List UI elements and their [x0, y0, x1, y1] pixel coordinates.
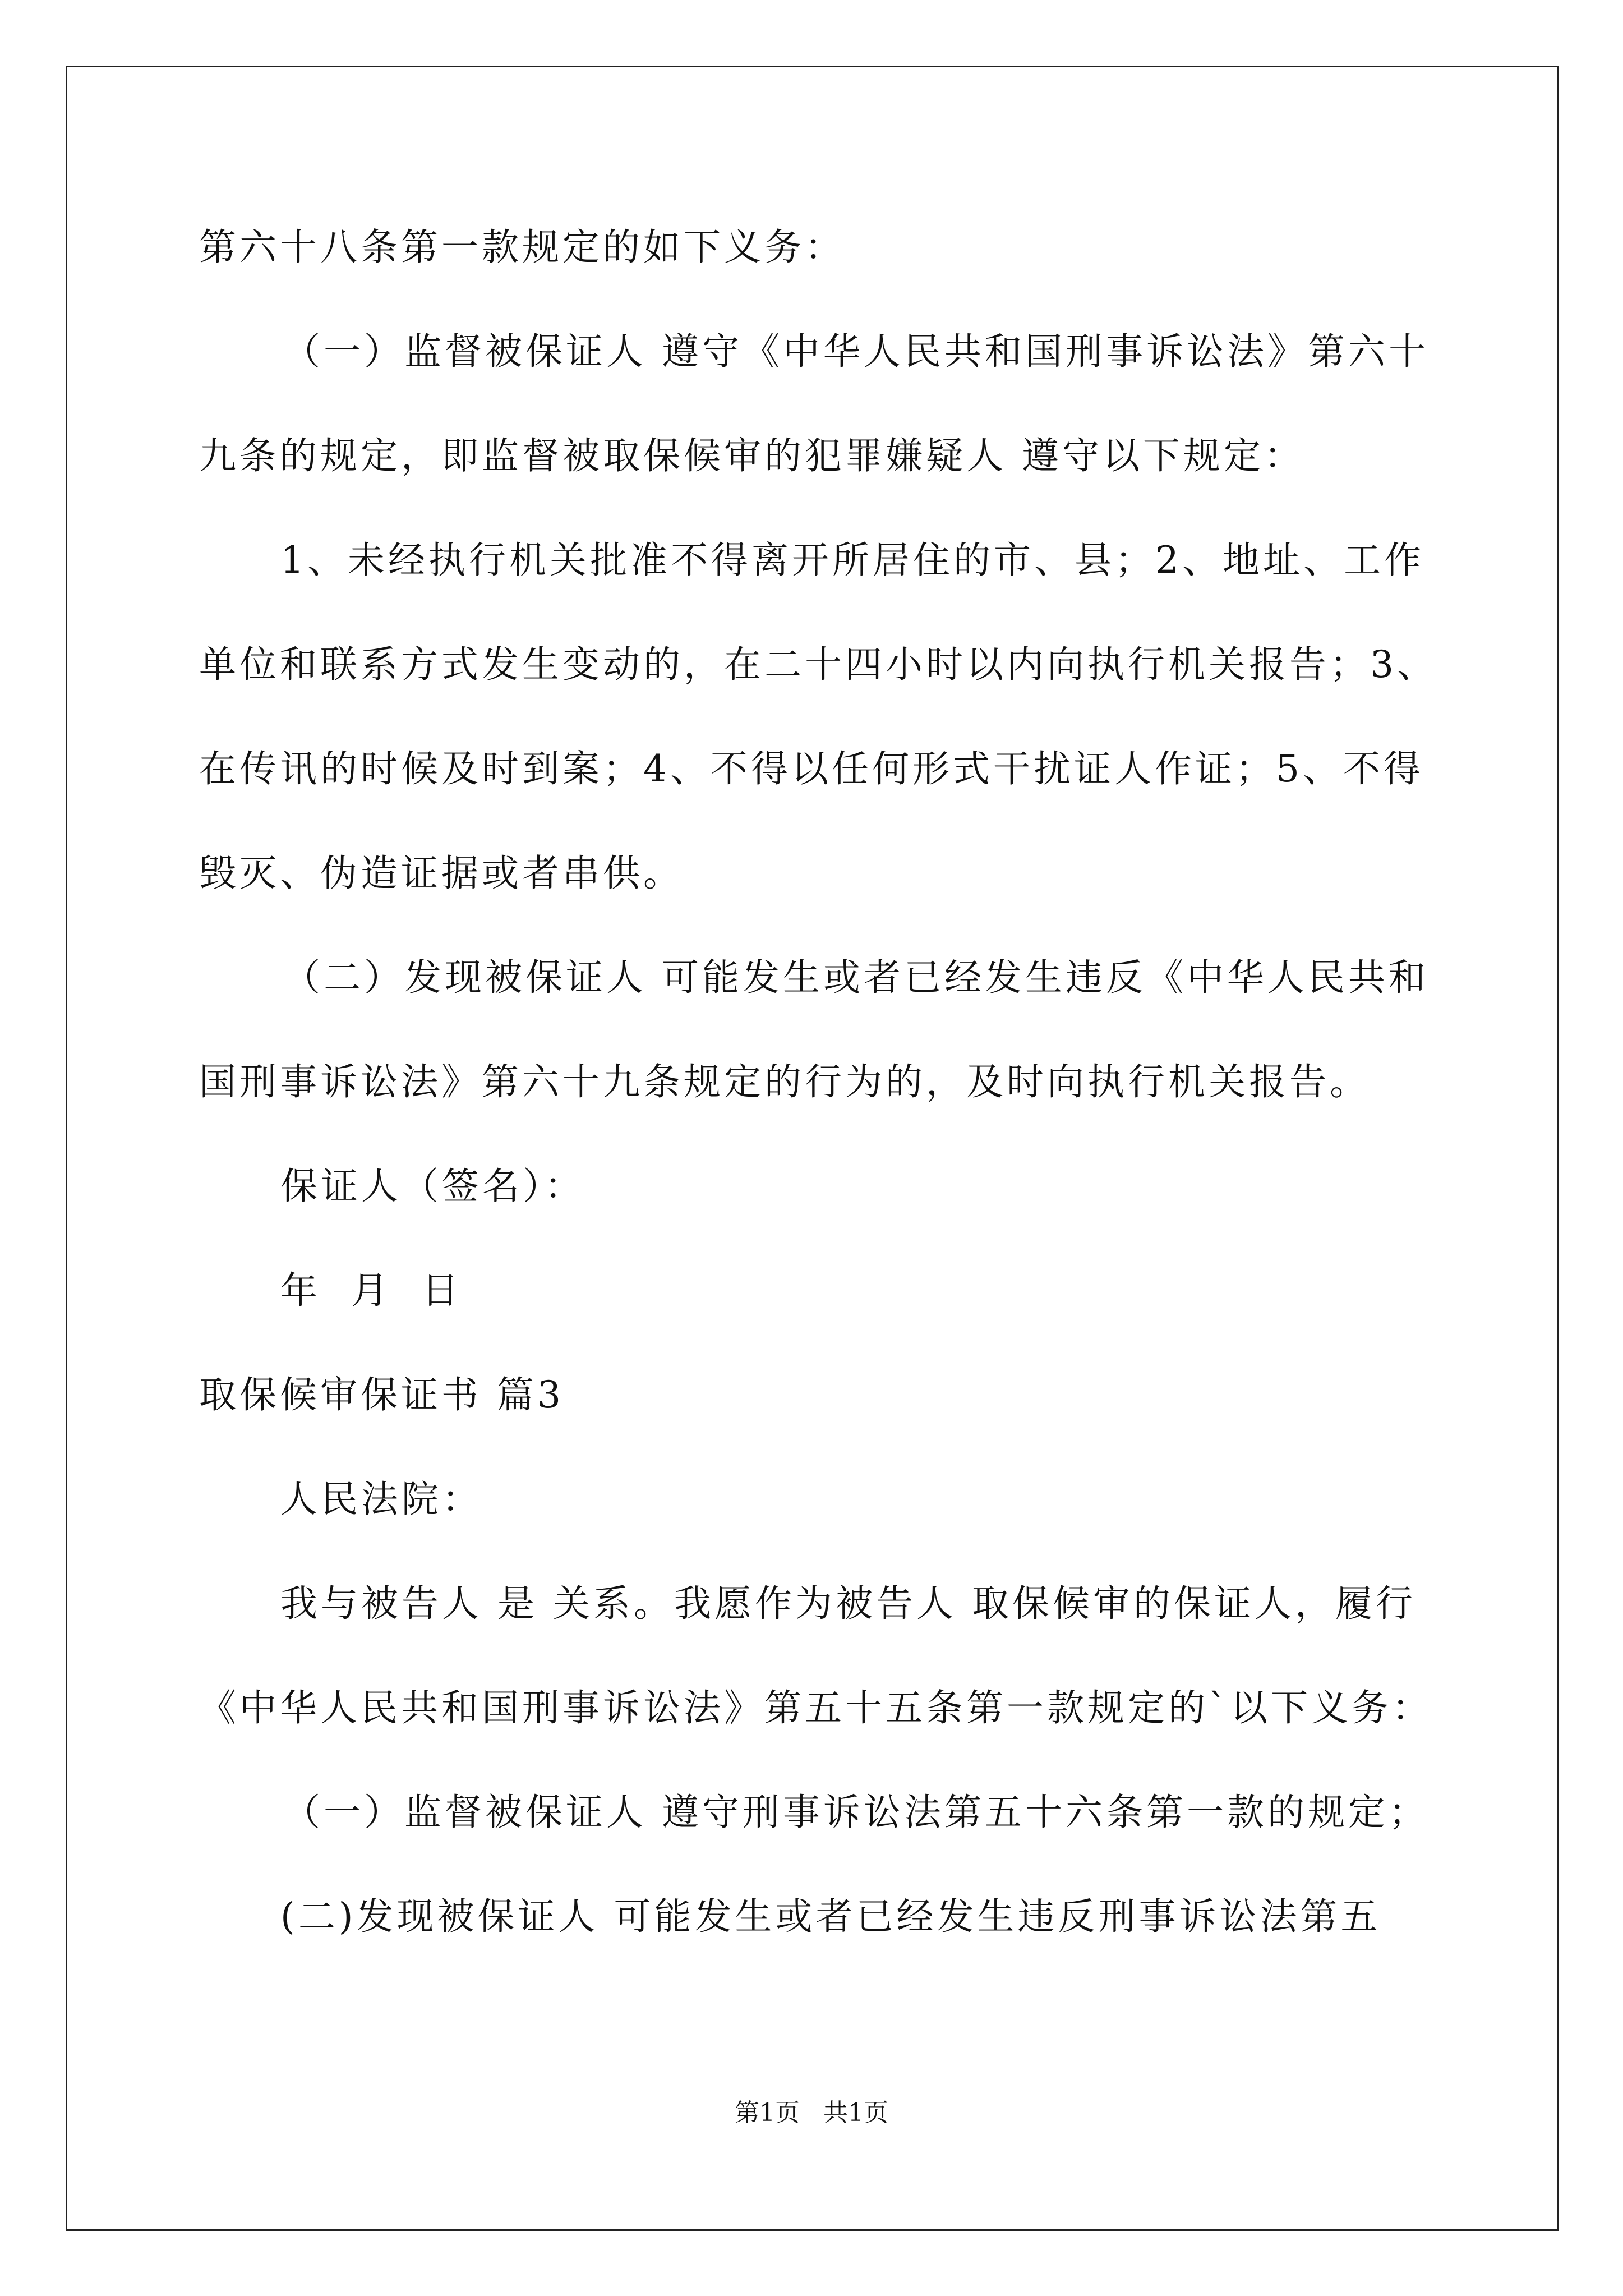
text-line-5: 单位和联系方式发生变动的，在二十四小时以内向执行机关报告；3、 — [199, 643, 1437, 686]
signature-line: 保证人（签名）： — [280, 1165, 585, 1208]
addressee-line: 人民法院： — [280, 1478, 482, 1521]
text-line-1: 第六十八条第一款规定的如下义务： — [199, 226, 845, 269]
text-line-9: 国刑事诉讼法》第六十九条规定的行为的，及时向执行机关报告。 — [199, 1060, 1370, 1103]
text-line-8: （二）发现被保证人 可能发生或者已经发生违反《中华人民共和 — [283, 956, 1429, 999]
text-line-2: （一）监督被保证人 遵守《中华人民共和国刑事诉讼法》第六十 — [283, 330, 1429, 373]
text-line-3: 九条的规定，即监督被取保候审的犯罪嫌疑人 遵守以下规定： — [199, 434, 1304, 477]
text-line-16: （一）监督被保证人 遵守刑事诉讼法第五十六条第一款的规定； — [283, 1791, 1429, 1834]
text-line-17: (二)发现被保证人 可能发生或者已经发生违反刑事诉讼法第五 — [280, 1895, 1381, 1938]
text-line-15: 《中华人民共和国刑事诉讼法》第五十五条第一款规定的`以下义务： — [199, 1686, 1432, 1729]
text-line-4: 1、未经执行机关批准不得离开所居住的市、县；2、地址、工作 — [280, 539, 1424, 582]
text-line-6: 在传讯的时候及时到案；4、不得以任何形式干扰证人作证；5、不得 — [199, 747, 1424, 790]
text-line-7: 毁灭、伪造证据或者串供。 — [199, 852, 684, 895]
text-line-14: 我与被告人 是 关系。我愿作为被告人 取保候审的保证人，履行 — [280, 1582, 1416, 1625]
date-line: 年 月 日 — [280, 1269, 462, 1312]
section-title: 取保候审保证书 篇3 — [199, 1373, 564, 1416]
page-footer: 第1页 共1页 — [735, 2099, 888, 2127]
